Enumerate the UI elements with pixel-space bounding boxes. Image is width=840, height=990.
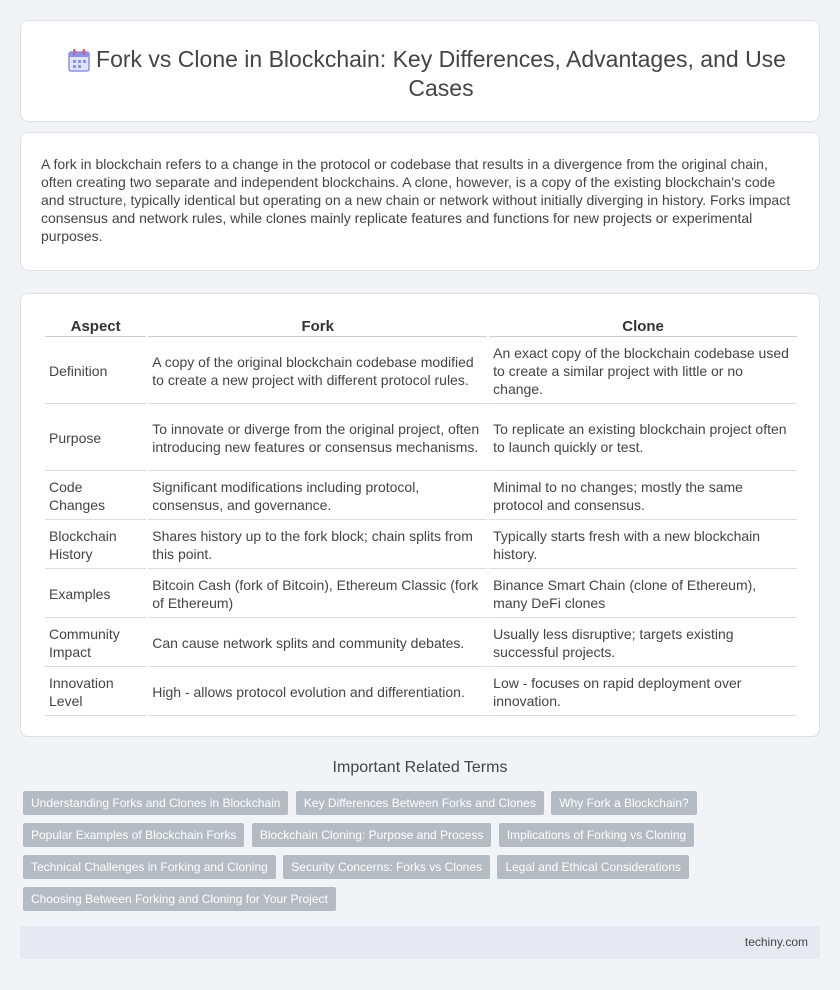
cell-clone: Usually less disruptive; targets existing successful projects. [489, 619, 797, 667]
table-row [45, 472, 797, 520]
table-row [45, 619, 797, 667]
cell-clone: Low - focuses on rapid deployment over innovation. [489, 668, 797, 716]
cell-fork: Shares history up to the fork block; chain splits from this point. [148, 521, 487, 569]
comparison-table [43, 316, 799, 717]
header-clone: Clone [489, 317, 797, 337]
related-term-tag[interactable]: Security Concerns: Forks vs Clones [283, 855, 490, 879]
calendar-icon [67, 47, 91, 73]
table-row [45, 405, 797, 471]
cell-clone: An exact copy of the blockchain codebase used to create a similar project with little or no change. [489, 338, 797, 404]
header-card [20, 20, 820, 122]
cell-fork: To innovate or diverge from the original project, often introducing new features or consensus mechanisms. [148, 405, 487, 471]
intro-paragraph: A fork in blockchain refers to a change in the protocol or codebase that results in a divergence from the original chain, often creating two separate and independent blockchains. A clone, however, is a copy of the existing blockchain's code and structure, typically identical but operating on a new chain or network without initially diverging in history. Forks impact consensus and network rules, while clones mainly replicate features and functions for new projects or experimental purposes. [41, 156, 791, 244]
cell-clone: Minimal to no changes; mostly the same protocol and consensus. [489, 472, 797, 520]
cell-aspect: Examples [45, 570, 146, 618]
cell-clone: To replicate an existing blockchain project often to launch quickly or test. [489, 405, 797, 471]
cell-fork: Significant modifications including protocol, consensus, and governance. [148, 472, 487, 520]
cell-fork: High - allows protocol evolution and differentiation. [148, 668, 487, 716]
comparison-card [20, 293, 820, 737]
cell-aspect: Community Impact [45, 619, 146, 667]
table-row [45, 338, 797, 404]
related-term-tag[interactable]: Technical Challenges in Forking and Cloning [23, 855, 276, 879]
related-term-tag[interactable]: Blockchain Cloning: Purpose and Process [252, 823, 491, 847]
table-header-row [45, 317, 797, 337]
related-term-tag[interactable]: Understanding Forks and Clones in Blockchain [23, 791, 288, 815]
cell-fork: Bitcoin Cash (fork of Bitcoin), Ethereum Classic (fork of Ethereum) [148, 570, 487, 618]
table-row [45, 570, 797, 618]
intro-card [20, 132, 820, 271]
cell-fork: A copy of the original blockchain codebase modified to create a new project with different protocol rules. [148, 338, 487, 404]
cell-aspect: Code Changes [45, 472, 146, 520]
cell-aspect: Blockchain History [45, 521, 146, 569]
related-term-tag[interactable]: Legal and Ethical Considerations [497, 855, 688, 879]
related-term-tag[interactable]: Implications of Forking vs Cloning [499, 823, 694, 847]
related-term-tag[interactable]: Why Fork a Blockchain? [551, 791, 696, 815]
title-wrap [61, 45, 799, 103]
header-aspect: Aspect [45, 317, 146, 337]
cell-aspect: Definition [45, 338, 146, 404]
cell-clone: Typically starts fresh with a new blockchain history. [489, 521, 797, 569]
footer-site-link[interactable]: techiny.com [744, 935, 808, 949]
related-terms-title: Important Related Terms [332, 759, 508, 776]
table-row [45, 521, 797, 569]
related-term-tag[interactable]: Choosing Between Forking and Cloning for Your Project [23, 887, 336, 911]
cell-aspect: Innovation Level [45, 668, 146, 716]
related-term-tag[interactable]: Key Differences Between Forks and Clones [296, 791, 544, 815]
header-fork: Fork [148, 317, 487, 337]
related-term-tag[interactable]: Popular Examples of Blockchain Forks [23, 823, 244, 847]
cell-clone: Binance Smart Chain (clone of Ethereum), many DeFi clones [489, 570, 797, 618]
related-terms-list [23, 791, 813, 919]
footer [20, 926, 820, 959]
cell-fork: Can cause network splits and community debates. [148, 619, 487, 667]
table-row [45, 668, 797, 716]
cell-aspect: Purpose [45, 405, 146, 471]
page-title: Fork vs Clone in Blockchain: Key Differences, Advantages, and Use Cases [96, 46, 786, 101]
